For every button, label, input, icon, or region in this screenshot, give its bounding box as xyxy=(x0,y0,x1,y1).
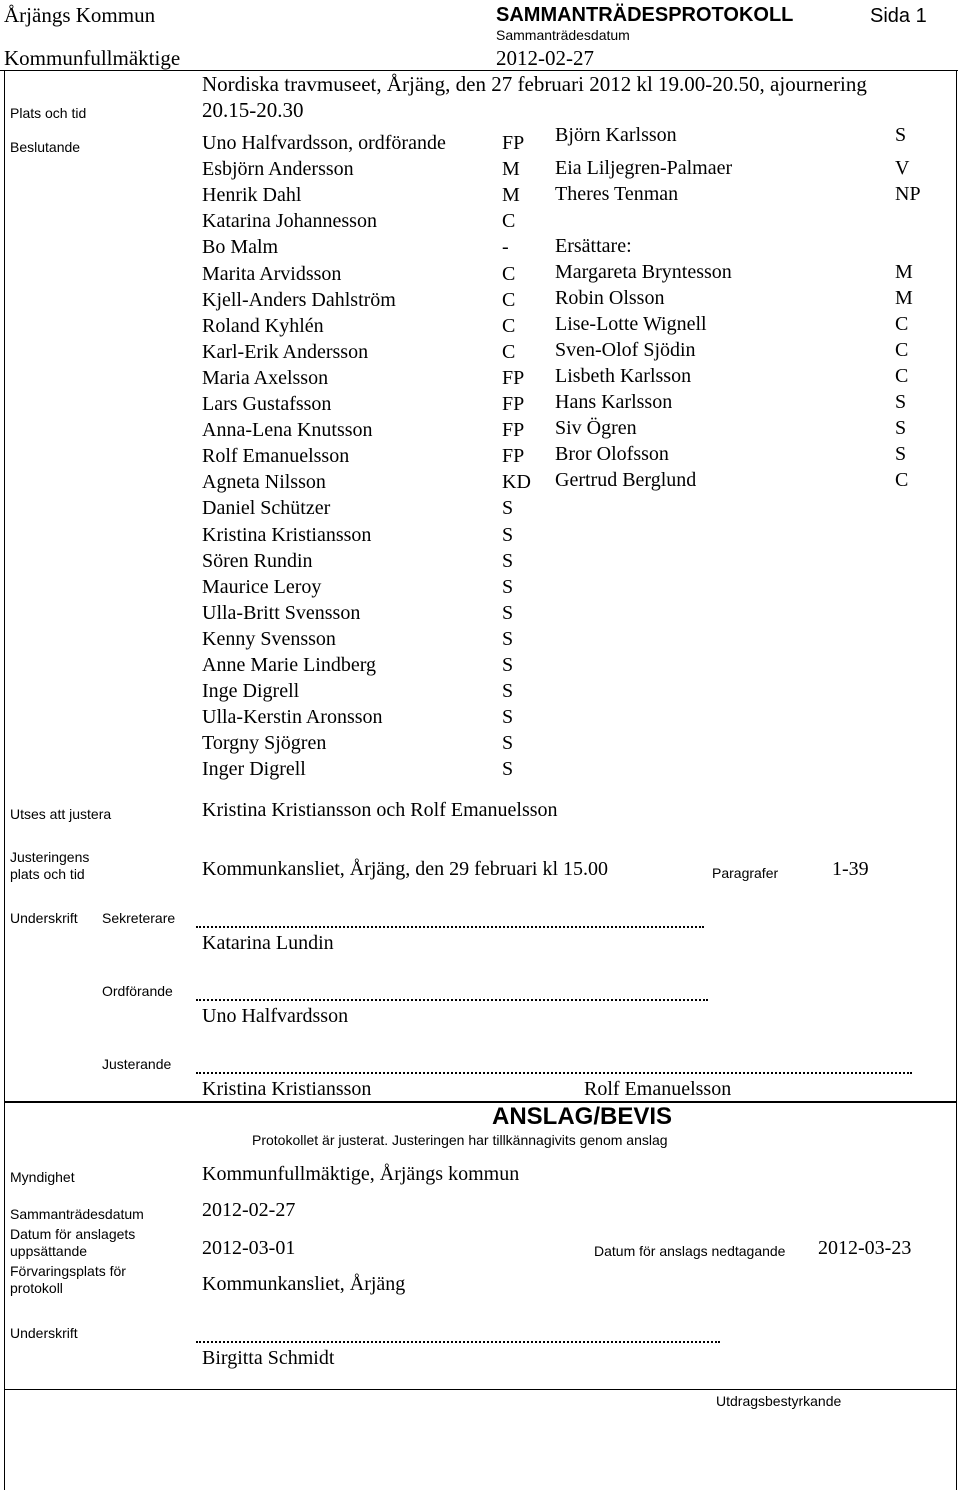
secretary-name: Katarina Lundin xyxy=(202,932,334,954)
posting-label-2: uppsättande xyxy=(10,1243,88,1259)
storage-label-1: Förvaringsplats för xyxy=(10,1263,126,1279)
member-party: S xyxy=(502,602,514,624)
member-name: Torgny Sjögren xyxy=(202,732,327,754)
member-name: Ulla-Kerstin Aronsson xyxy=(202,706,383,728)
member-name: Kjell-Anders Dahlström xyxy=(202,289,396,311)
right-member-party: NP xyxy=(895,183,921,205)
member-party: - xyxy=(502,236,509,258)
member-party: FP xyxy=(502,419,525,441)
body-name: Kommunfullmäktige xyxy=(4,46,181,70)
member-party: S xyxy=(502,576,514,598)
authority-label: Myndighet xyxy=(10,1169,75,1185)
storage-value: Kommunkansliet, Årjäng xyxy=(202,1273,406,1295)
member-name: Kristina Kristiansson xyxy=(202,524,372,546)
member-name: Maria Axelsson xyxy=(202,367,329,389)
member-name: Rolf Emanuelsson xyxy=(202,445,350,467)
substitute-party: S xyxy=(895,417,907,439)
extract-label: Utdragsbestyrkande xyxy=(716,1393,842,1409)
adjust-place-label-1: Justeringens xyxy=(10,849,90,865)
meeting-date-value: 2012-02-27 xyxy=(202,1199,296,1221)
notice-divider xyxy=(4,1101,956,1103)
substitute-party: M xyxy=(895,261,913,283)
header-divider xyxy=(0,70,958,71)
member-name: Agneta Nilsson xyxy=(202,471,326,493)
right-member-name: Björn Karlsson xyxy=(555,124,677,146)
adjuster-name-1: Kristina Kristiansson xyxy=(202,1078,372,1100)
paragraphs-label: Paragrafer xyxy=(712,865,779,881)
signature-label: Underskrift xyxy=(10,910,78,926)
substitute-name: Siv Ögren xyxy=(555,417,637,439)
member-party: FP xyxy=(502,132,525,154)
removal-label: Datum för anslags nedtagande xyxy=(594,1243,786,1259)
right-member-party: V xyxy=(895,157,910,179)
member-name: Anna-Lena Knutsson xyxy=(202,419,373,441)
substitute-name: Bror Olofsson xyxy=(555,443,669,465)
paragraphs-value: 1-39 xyxy=(832,858,869,880)
member-name: Kenny Svensson xyxy=(202,628,336,650)
meeting-date-label: Sammanträdesdatum xyxy=(10,1206,144,1222)
notice-subtitle: Protokollet är justerat. Justeringen har tillkännagivits genom anslag xyxy=(252,1132,668,1148)
secretary-label: Sekreterare xyxy=(102,910,176,926)
member-party: C xyxy=(502,289,516,311)
member-party: S xyxy=(502,628,514,650)
adjust-label: Utses att justera xyxy=(10,806,112,822)
removal-value: 2012-03-23 xyxy=(818,1237,912,1259)
substitute-party: C xyxy=(895,339,909,361)
substitute-name: Margareta Bryntesson xyxy=(555,261,732,283)
substitute-name: Lise-Lotte Wignell xyxy=(555,313,707,335)
member-name: Lars Gustafsson xyxy=(202,393,332,415)
member-party: S xyxy=(502,550,514,572)
posting-label-1: Datum för anslagets xyxy=(10,1226,136,1242)
member-name: Marita Arvidsson xyxy=(202,263,342,285)
notice-signature-name: Birgitta Schmidt xyxy=(202,1347,335,1369)
member-party: KD xyxy=(502,471,531,493)
right-member-name: Theres Tenman xyxy=(555,183,679,205)
substitute-party: C xyxy=(895,313,909,335)
member-name: Sören Rundin xyxy=(202,550,313,572)
member-party: S xyxy=(502,706,514,728)
substitute-party: M xyxy=(895,287,913,309)
member-name: Inger Digrell xyxy=(202,758,306,780)
chair-label: Ordförande xyxy=(102,983,173,999)
posting-value: 2012-03-01 xyxy=(202,1237,296,1259)
member-party: S xyxy=(502,524,514,546)
adjust-place-label-2: plats och tid xyxy=(10,866,85,882)
substitute-party: S xyxy=(895,443,907,465)
adjuster-signature-line xyxy=(196,1072,912,1074)
decision-label: Beslutande xyxy=(10,139,81,155)
chair-name: Uno Halfvardsson xyxy=(202,1005,349,1027)
member-name: Anne Marie Lindberg xyxy=(202,654,377,676)
right-border xyxy=(956,70,957,1490)
member-name: Bo Malm xyxy=(202,236,279,258)
member-name: Daniel Schützer xyxy=(202,497,331,519)
member-party: S xyxy=(502,680,514,702)
page-number: Sida 1 xyxy=(870,5,927,27)
storage-label-2: protokoll xyxy=(10,1280,63,1296)
substitute-party: C xyxy=(895,365,909,387)
place-line-2: 20.15-20.30 xyxy=(202,98,304,122)
municipality-name: Årjängs Kommun xyxy=(4,3,156,27)
member-party: S xyxy=(502,654,514,676)
substitute-name: Gertrud Berglund xyxy=(555,469,697,491)
date-caption: Sammanträdesdatum xyxy=(496,27,630,43)
extract-divider xyxy=(4,1389,956,1390)
member-party: M xyxy=(502,184,520,206)
member-party: FP xyxy=(502,367,525,389)
member-party: C xyxy=(502,315,516,337)
notice-signature-label: Underskrift xyxy=(10,1325,78,1341)
substitute-name: Robin Olsson xyxy=(555,287,665,309)
member-party: C xyxy=(502,210,516,232)
right-member-name: Eia Liljegren-Palmaer xyxy=(555,157,733,179)
chair-signature-line xyxy=(196,999,708,1001)
substitute-party: C xyxy=(895,469,909,491)
member-name: Karl-Erik Andersson xyxy=(202,341,369,363)
member-party: M xyxy=(502,158,520,180)
member-name: Henrik Dahl xyxy=(202,184,302,206)
member-party: C xyxy=(502,341,516,363)
member-party: FP xyxy=(502,445,525,467)
member-name: Inge Digrell xyxy=(202,680,300,702)
place-label: Plats och tid xyxy=(10,105,87,121)
substitutes-heading: Ersättare: xyxy=(555,235,632,257)
member-party: C xyxy=(502,263,516,285)
substitute-party: S xyxy=(895,391,907,413)
authority-value: Kommunfullmäktige, Årjängs kommun xyxy=(202,1163,520,1185)
member-name: Maurice Leroy xyxy=(202,576,322,598)
adjuster-label: Justerande xyxy=(102,1056,172,1072)
adjuster-name-2: Rolf Emanuelsson xyxy=(584,1078,732,1100)
member-name: Katarina Johannesson xyxy=(202,210,377,232)
meeting-date: 2012-02-27 xyxy=(496,46,594,70)
right-member-party: S xyxy=(895,124,907,146)
member-name: Uno Halfvardsson, ordförande xyxy=(202,132,446,154)
member-party: S xyxy=(502,732,514,754)
place-line-1: Nordiska travmuseet, Årjäng, den 27 februari 2012 kl 19.00-20.50, ajournering xyxy=(202,72,867,96)
secretary-signature-line xyxy=(196,926,704,928)
adjusters-value: Kristina Kristiansson och Rolf Emanuelsson xyxy=(202,799,558,821)
substitute-name: Hans Karlsson xyxy=(555,391,673,413)
adjust-place-value: Kommunkansliet, Årjäng, den 29 februari kl 15.00 xyxy=(202,858,609,880)
member-name: Esbjörn Andersson xyxy=(202,158,354,180)
substitute-name: Lisbeth Karlsson xyxy=(555,365,692,387)
member-name: Ulla-Britt Svensson xyxy=(202,602,361,624)
document-title: SAMMANTRÄDESPROTOKOLL xyxy=(496,4,794,26)
member-name: Roland Kyhlén xyxy=(202,315,324,337)
notice-title: ANSLAG/BEVIS xyxy=(492,1103,673,1130)
notice-signature-line xyxy=(196,1341,720,1343)
substitute-name: Sven-Olof Sjödin xyxy=(555,339,696,361)
member-party: S xyxy=(502,497,514,519)
left-border xyxy=(4,70,5,1490)
member-party: S xyxy=(502,758,514,780)
member-party: FP xyxy=(502,393,525,415)
